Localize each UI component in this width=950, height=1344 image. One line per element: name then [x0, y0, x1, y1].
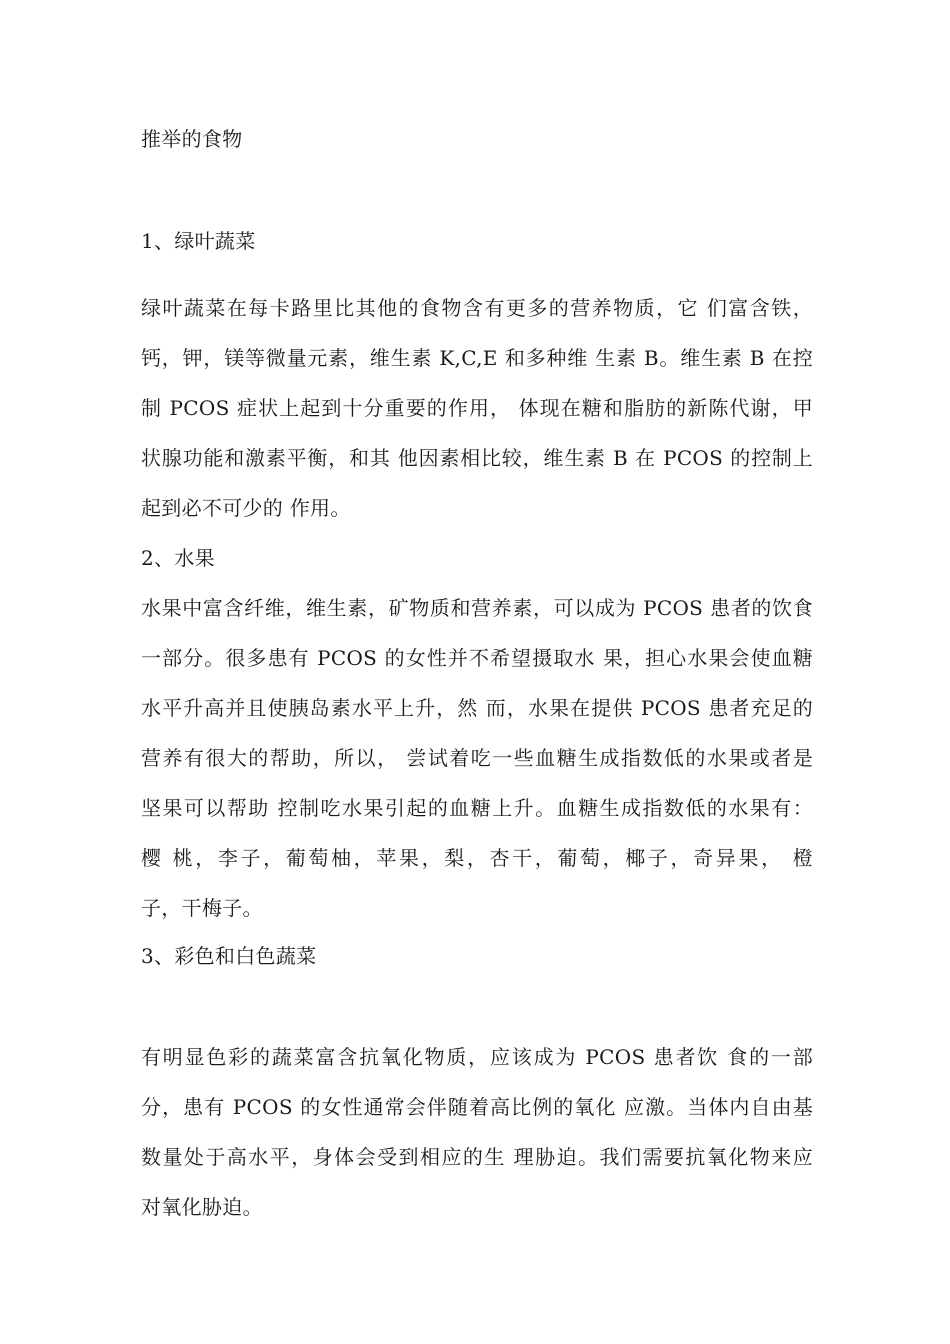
section-heading-greens: 1、绿叶蔬菜	[141, 229, 256, 253]
paragraph-line: 营养有很大的帮助，所以， 尝试着吃一些血糖生成指数低的水果或者是	[141, 746, 813, 770]
paragraph-line: 分，患有 PCOS 的女性通常会伴随着高比例的氧化 应激。当体内自由基	[141, 1095, 813, 1119]
paragraph-line: 起到必不可少的 作用。	[141, 496, 351, 520]
paragraph-line: 水平升高并且使胰岛素水平上升，然 而，水果在提供 PCOS 患者充足的	[141, 696, 813, 720]
section-heading-fruit: 2、水果	[141, 546, 215, 570]
paragraph-line: 绿叶蔬菜在每卡路里比其他的食物含有更多的营养物质，它 们富含铁，	[141, 296, 813, 320]
paragraph-line: 子，干梅子。	[141, 896, 263, 920]
paragraph-line: 坚果可以帮助 控制吃水果引起的血糖上升。血糖生成指数低的水果有：	[141, 796, 813, 820]
paragraph-line: 数量处于高水平，身体会受到相应的生 理胁迫。我们需要抗氧化物来应	[141, 1145, 813, 1169]
paragraph-line: 樱 桃，李子，葡萄柚，苹果，梨，杏干，葡萄，椰子，奇异果， 橙	[141, 846, 813, 870]
paragraph-line: 制 PCOS 症状上起到十分重要的作用， 体现在糖和脂肪的新陈代谢，甲	[141, 396, 813, 420]
paragraph-line: 水果中富含纤维，维生素，矿物质和营养素，可以成为 PCOS 患者的饮食	[141, 596, 813, 620]
paragraph-line: 一部分。很多患有 PCOS 的女性并不希望摄取水 果，担心水果会使血糖	[141, 646, 813, 670]
paragraph-line: 对氧化胁迫。	[141, 1195, 263, 1219]
document-title: 推举的食物	[141, 127, 243, 151]
paragraph-line: 有明显色彩的蔬菜富含抗氧化物质，应该成为 PCOS 患者饮 食的一部	[141, 1045, 813, 1069]
paragraph-line: 状腺功能和激素平衡，和其 他因素相比较，维生素 B 在 PCOS 的控制上	[141, 446, 813, 470]
paragraph-line: 钙，钾，镁等微量元素，维生素 K,C,E 和多种维 生素 B。维生素 B 在控	[141, 346, 813, 370]
section-heading-colored-vegetables: 3、彩色和白色蔬菜	[141, 944, 317, 968]
